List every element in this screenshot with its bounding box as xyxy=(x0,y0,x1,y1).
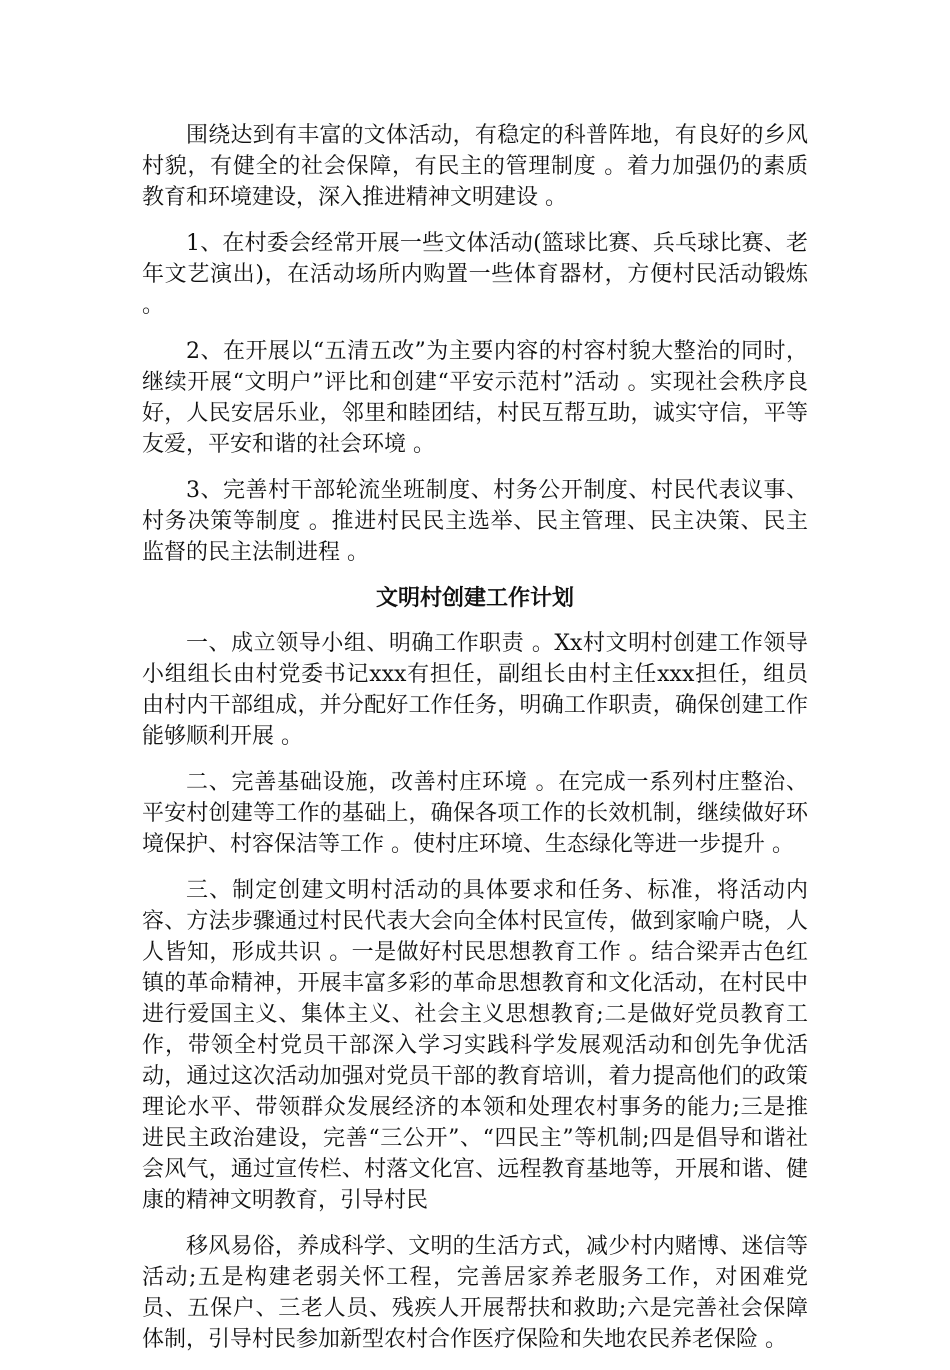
document-body xyxy=(142,120,808,1370)
paragraph-item-3: 3、完善村干部轮流坐班制度、村务公开制度、村民代表议事、村务决策等制度 。推进村民民主选举、民主管理、民主决策、民主监督的民主法制进程 。 xyxy=(142,478,808,565)
paragraph-section-1: 一、成立领导小组、明确工作职责 。Xx村文明村创建工作领导小组组长由村党委书记xxx有担任，副组长由村主任xxx担任，组员由村内干部组成，并分配好工作任务，明确工作职责，确保创建工作能够顺利开展 。 xyxy=(142,631,808,749)
paragraph-item-1: 1、在村委会经常开展一些文体活动(篮球比赛、兵乓球比赛、老年文艺演出)，在活动场所内购置一些体育器材，方便村民活动锻炼 。 xyxy=(142,231,808,318)
paragraph-item-2: 2、在开展以“五清五改”为主要内容的村容村貌大整治的同时，继续开展“文明户”评比和创建“平安示范村”活动 。实现社会秩序良好，人民安居乐业，邻里和睦团结，村民互帮互助，诚实守信，平等友爱，平安和谐的社会环境 。 xyxy=(142,339,808,457)
paragraph-section-3-continued: 移风易俗，养成科学、文明的生活方式，减少村内赌博、迷信等活动;五是构建老弱关怀工程，完善居家养老服务工作，对困难党员、五保户、三老人员、残疾人开展帮扶和救助;六是完善社会保障体制，引导村民参加新型农村合作医疗保险和失地农民养老保险 。 xyxy=(142,1234,808,1352)
paragraph-section-2: 二、完善基础设施，改善村庄环境 。在完成一系列村庄整治、平安村创建等工作的基础上，确保各项工作的长效机制，继续做好环境保护、村容保洁等工作 。使村庄环境、生态绿化等进一步提升 。 xyxy=(142,770,808,857)
paragraph-section-3: 三、制定创建文明村活动的具体要求和任务、标准，将活动内容、方法步骤通过村民代表大会向全体村民宣传，做到家喻户晓，人人皆知，形成共识 。一是做好村民思想教育工作 。结合梁弄古色红镇的革命精神，开展丰富多彩的革命思想教育和文化活动，在村民中进行爱国主义、集体主义、社会主义思想教育;二是做好党员教育工作，带领全村党员干部深入学习实践科学发展观活动和创先争优活动，通过这次活动加强对党员干部的教育培训，着力提高他们的政策理论水平、带领群众发展经济的本领和处理农村事务的能力;三是推进民主政治建设，完善“三公开”、“四民主”等机制;四是倡导和谐社会风气，通过宣传栏、村落文化宫、远程教育基地等，开展和谐、健康的精神文明教育，引导村民 xyxy=(142,878,808,1213)
paragraph-intro: 围绕达到有丰富的文体活动，有稳定的科普阵地，有良好的乡风村貌，有健全的社会保障，有民主的管理制度 。着力加强仍的素质教育和环境建设，深入推进精神文明建设 。 xyxy=(142,123,808,210)
section-title: 文明村创建工作计划 xyxy=(375,586,574,611)
